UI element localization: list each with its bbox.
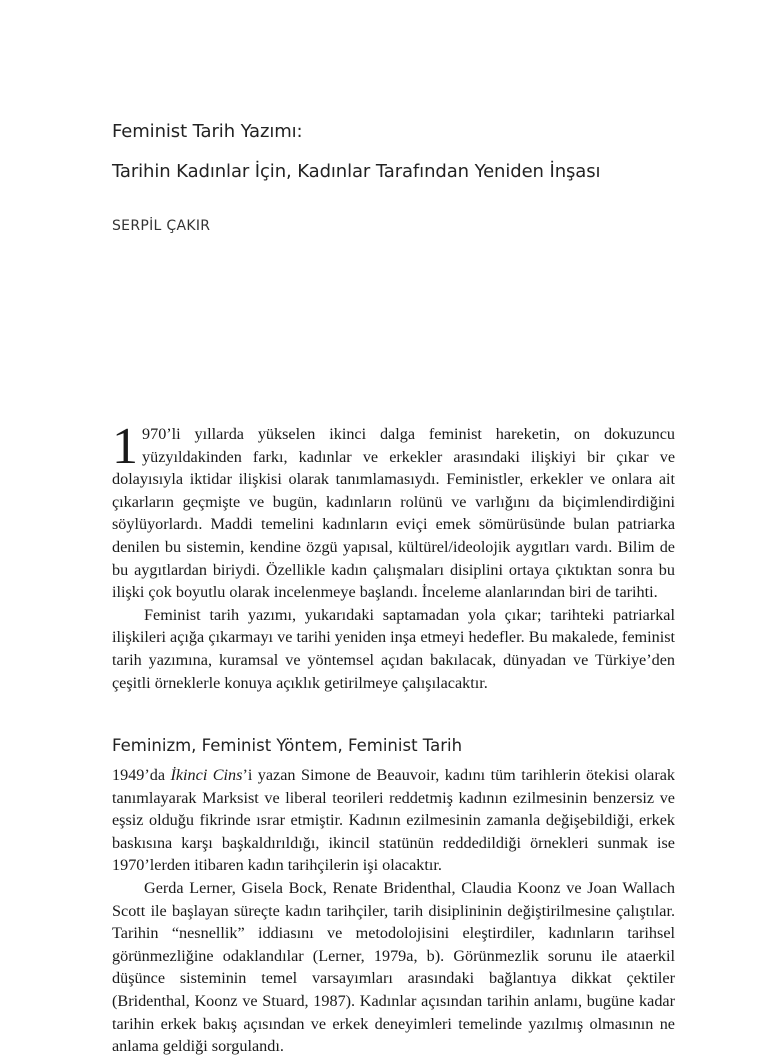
book-title: İkinci Cins <box>170 766 243 784</box>
section-paragraph-1-post: ’i yazan Simone de Beauvoir, kadını tüm tarihlerin ötekisi olarak tanımlayarak Marksist ve liberal teorileri reddetmiş kadının ezilmesinin benzersiz ve eşsiz olduğu fikrinde ısrar etmiştir. Kadının ezilmesinin zamanla değişebildiği, erkek baskısına karşı başkaldırıldığı, ikincil statünün reddedildiği örnekleri sunmak ise 1970’lerden itibaren kadın tarihçilerin işi olacaktır. <box>112 766 675 875</box>
article-title-line-1: Feminist Tarih Yazımı: <box>112 121 303 142</box>
intro-paragraph-1 <box>112 418 675 604</box>
intro-paragraph-1-text: 970’li yıllarda yükselen ikinci dalga feminist hareketin, on dokuzuncu yüzyıldakinden farkı, kadınlar ve erkekler arasındaki ilişkiyi bir çıkar ve dolayısıyla iktidar ilişkisi olarak tanımlamasıydı. Feministler, erkekler ve onlara ait çıkarların geçmişte ve bugün, kadınların rolünü ve varlığını da biçimlendirdiğini söylüyorlardı. Maddi temelini kadınların eviçi emek sömürüsünde bulan patriarka denilen bu sistemin, kendine özgü yapısal, kültürel/ideolojik aygıtları vardı. Bilim de bu aygıtlardan biriydi. Özellikle kadın çalışmaları disiplini ortaya çıktıktan sonra bu ilişki çok boyutlu olarak incelenmeye başlandı. İnceleme alanlarından biri de tarihti. <box>112 425 675 602</box>
article-title-line-2: Tarihin Kadınlar İçin, Kadınlar Tarafından Yeniden İnşası <box>112 161 601 182</box>
intro-section <box>112 418 675 694</box>
section-paragraph-1-pre: 1949’da <box>112 766 171 784</box>
section-paragraph-2: Gerda Lerner, Gisela Bock, Renate Bridenthal, Claudia Koonz ve Joan Wallach Scott ile başlayan süreçte kadın tarihçiler, tarih disiplininin değiştirilmesine çalıştılar. Tarihin “nesnellik” iddiasını ve metodolojisini eleştirdiler, kadınların tarihsel görünmezliğine odaklandılar (Lerner, 1979a, b). Görünmezlik sorunu ile ataerkil düşünce sisteminin temel varsayımları arasındaki bağlantıya dikkat çektiler (Bridenthal, Koonz ve Stuard, 1987). Kadınlar açısından tarihin anlamı, bugüne kadar tarihin erkek bakış açısından ve erkek deneyimleri temelinde yazılmış olmasının ne anlama geldiği sorgulandı. <box>112 878 675 1056</box>
section-heading: Feminizm, Feminist Yöntem, Feminist Tarih <box>112 736 463 755</box>
article-author: SERPİL ÇAKIR <box>112 218 211 234</box>
article-title-block <box>112 118 672 198</box>
drop-cap: 1 <box>112 418 138 475</box>
section-body <box>112 764 675 1058</box>
intro-paragraph-2: Feminist tarih yazımı, yukarıdaki saptamadan yola çıkar; tarihteki patriarkal ilişkileri açığa çıkarmayı ve tarihi yeniden inşa etmeyi hedefler. Bu makalede, feminist tarih yazımına, kuramsal ve yöntemsel açıdan bakılacak, dünyadan ve Türkiye’den çeşitli örneklerle konuya açıklık getirilmeye çalışılacaktır. <box>112 605 675 692</box>
section-paragraph-1 <box>112 764 675 877</box>
